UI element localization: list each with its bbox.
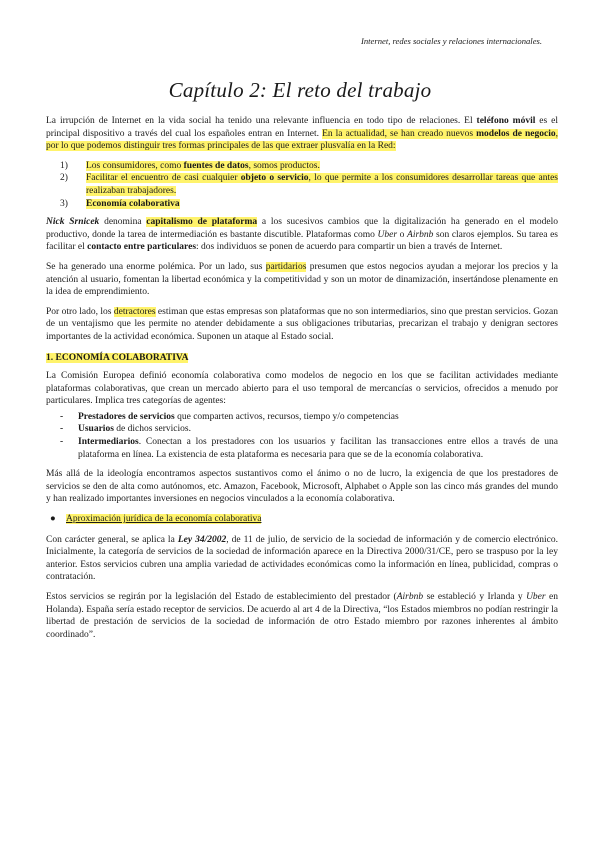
bullet-heading-text: Aproximación jurídica de la economía colaborativa	[66, 514, 262, 525]
paragraph-srnicek	[46, 216, 558, 254]
text-run: Por otro lado, los	[46, 306, 114, 317]
text-run: : dos individuos se ponen de acuerdo para compartir un bien a través de Internet.	[196, 242, 503, 253]
italic-term: Airbnb	[407, 229, 434, 240]
bold-term: Intermediarios	[78, 437, 139, 448]
text-run: Con carácter general, se aplica la	[46, 534, 178, 545]
list-number: 3)	[60, 198, 68, 209]
highlight-text: , lo que permite a los consumidores desarrollar tareas que antes realizaban trabajadores.	[86, 173, 558, 196]
italic-term: Airbnb	[396, 592, 424, 602]
dash-marker: -	[60, 411, 64, 422]
paragraph-intro	[46, 115, 558, 153]
text-run: estiman que estas empresas son plataformas que no son intermediarios, sino que prestan servicios. Gozan de un ventajismo que les permite no atender debidamente a sus obligaciones tributarias, precarizan el trabajo y denigran sectores importantes de la actividad económica. Suponen un ataque al Estado social.	[46, 306, 558, 342]
text-run: es el principal dispositivo a través del cual los españoles entran en Internet.	[46, 116, 558, 139]
bold-term: contacto entre particulares	[87, 242, 197, 253]
paragraph-definition: La Comisión Europea definió economía colaborativa como modelos de negocio en los que se facilitan actividades mediante plataformas colaborativas, que crean un mercado abierto para el uso temporal de mercancías o servicios, ofrecidos a menudo por particulares. Implica tres categorías de agentes:	[46, 371, 558, 407]
highlight-bold-term: Economía colaborativa	[86, 198, 180, 209]
highlight-text: , somos productos.	[248, 160, 320, 171]
section-heading	[46, 352, 558, 365]
highlight-bold-term: capitalismo de plataforma	[146, 217, 258, 228]
text-run: Estos servicios se regirán por la legislación del Estado de establecimiento del prestador (	[46, 592, 397, 602]
bold-term: Usuarios	[78, 424, 114, 435]
paragraph-ideology: Más allá de la ideología encontramos aspectos sustantivos como el ánimo o no de lucro, la exigencia de que los prestadores de servicios se den de alta como autónomos, etc. Amazon, Facebook, Microsoft, Alphabet o Apple son las cinco más grandes del mundo y han realizado importantes inversiones en negocios vinculados a la economía colaborativa.	[46, 469, 558, 505]
highlight-text: partidarios	[265, 261, 307, 272]
list-item	[46, 411, 558, 424]
text-run: se estableció y Irlanda y	[423, 592, 527, 602]
list-item	[46, 172, 558, 197]
text-run: . Conectan a los prestadores con los usuarios y facilitan las transacciones entre ellos a través de una plataforma en línea. La existencia de esta plataforma es necesaria para que se de la economía colaborativa.	[78, 437, 558, 460]
italic-term: Uber	[377, 229, 398, 240]
bold-term: teléfono móvil	[476, 116, 536, 126]
paragraph-detractores	[46, 306, 558, 344]
law-reference: Ley 34/2002	[177, 534, 227, 545]
text-run: a los sucesivos cambios que la digitalización ha generado en el modelo productivo, donde la tarea de intermediación es bastante discutible. Plataformas como	[46, 217, 558, 240]
text-run: presumen que estos negocios ayudan a mejorar los precios y la atención al usuario, fomentan la libertad económica y la competitividad y son un motor de dinamización, insertándose plenamente en la idea de emprendimiento.	[46, 261, 559, 298]
highlight-text: Los consumidores, como	[86, 160, 184, 171]
highlight-text: En la actualidad, se han creado nuevos	[322, 128, 477, 139]
highlight-text: , por lo que podemos distinguir tres formas principales de las que extraer plusvalía en la Red:	[46, 128, 558, 152]
text-run: o	[397, 229, 408, 240]
list-item	[46, 160, 558, 173]
paragraph-legislacion	[46, 591, 558, 641]
text-run: son claros ejemplos. Su tarea es facilitar el	[46, 229, 559, 253]
chapter-title: Capítulo 2: El reto del trabajo	[168, 78, 432, 102]
text-run: , de 11 de julio, de servicio de la sociedad de información y de comercio electrónico. Inicialmente, la categoría de servicios de la sociedad de información aparece en la Directiva 2000/31/CE, pero se traspuso por la ley anterior. Estos servicios cubren una amplia variedad de actividades económicas como la información en línea, publicidad, compras o contratación.	[46, 534, 558, 583]
bullet-dot-icon: ●	[50, 514, 56, 525]
document-body	[46, 115, 558, 648]
list-item	[46, 198, 558, 211]
list-item	[46, 436, 558, 461]
list-item	[46, 423, 558, 436]
text-run: de dichos servicios.	[113, 424, 191, 435]
paragraph-ley	[46, 534, 558, 584]
highlight-bold-term: fuentes de datos	[183, 160, 249, 171]
highlight-text: Facilitar el encuentro de casi cualquier	[86, 173, 241, 184]
highlight-bold-term: objeto o servicio	[240, 173, 309, 184]
author-name: Nick Srnicek	[46, 217, 100, 228]
page-header: Internet, redes sociales y relaciones internacionales.	[361, 36, 542, 46]
highlight-bold-term: modelos de negocio	[476, 128, 556, 139]
highlight-text: detractores	[113, 306, 156, 317]
numbered-list	[46, 160, 558, 210]
list-number: 1)	[60, 160, 68, 171]
text-run: que comparten activos, recursos, tiempo y/o competencias	[174, 411, 399, 422]
text-run: Se ha generado una enorme polémica. Por un lado, sus	[46, 261, 266, 272]
section-heading-text: 1. ECONOMÍA COLABORATIVA	[46, 352, 189, 363]
bold-term: Prestadores de servicios	[78, 411, 175, 422]
paragraph-partidarios	[46, 261, 558, 299]
italic-term: Uber	[526, 592, 546, 602]
text-run: La irrupción de Internet en la vida social ha tenido una relevante influencia en todo tipo de relaciones. El	[46, 116, 477, 126]
text-run: en Holanda). España sería estado receptor de servicios. De acuerdo al art 4 de la Directiva, “los Estados miembros no podían restringir la libertad de prestación de servicios de la sociedad de información de otro Estado miembro por razones inherentes al ámbito coordinado”.	[46, 592, 559, 640]
agents-list	[46, 411, 558, 461]
text-run: denomina	[99, 217, 147, 228]
list-number: 2)	[60, 173, 68, 184]
dash-marker: -	[60, 424, 64, 435]
bullet-heading	[46, 513, 558, 526]
dash-marker: -	[60, 437, 64, 448]
